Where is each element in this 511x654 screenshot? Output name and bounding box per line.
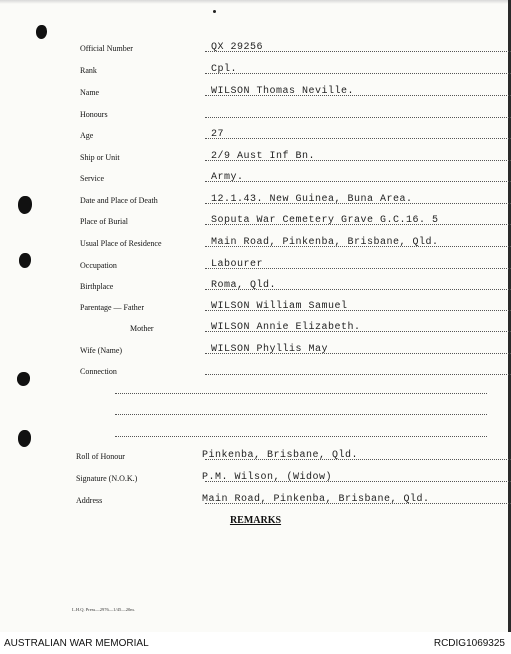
field-underline <box>205 117 511 118</box>
connection-blank-line <box>115 392 487 394</box>
field-value: WILSON Annie Elizabeth. <box>211 322 361 333</box>
field-value: 27 <box>211 129 225 140</box>
field-underline <box>205 374 511 375</box>
field-value: WILSON Phyllis May <box>211 344 329 355</box>
field-value: Cpl. <box>211 64 238 75</box>
field-value: Labourer <box>211 259 264 270</box>
field-label: Mother <box>130 324 154 333</box>
field-label: Ship or Unit <box>80 153 120 162</box>
field-label: Signature (N.O.K.) <box>76 474 138 483</box>
field-label: Place of Burial <box>80 217 128 226</box>
field-value: WILSON Thomas Neville. <box>211 86 355 97</box>
field-value: Pinkenba, Brisbane, Qld. <box>202 450 359 461</box>
field-underline <box>205 73 511 74</box>
punch-hole <box>19 253 31 268</box>
field-value: 12.1.43. New Guinea, Buna Area. <box>211 194 413 205</box>
field-value: 2/9 Aust Inf Bn. <box>211 151 316 162</box>
field-label: Usual Place of Residence <box>80 239 162 248</box>
punch-hole <box>36 25 47 39</box>
field-label: Official Number <box>80 44 133 53</box>
scan-edge-top <box>0 0 511 4</box>
field-label: Birthplace <box>80 282 114 291</box>
field-value: Soputa War Cemetery Grave G.C.16. 5 <box>211 215 439 226</box>
punch-hole <box>18 196 32 214</box>
field-label: Parentage — Father <box>80 303 144 312</box>
connection-blank-line <box>115 435 487 437</box>
field-value: Roma, Qld. <box>211 280 277 291</box>
field-underline <box>205 181 511 182</box>
field-label: Roll of Honour <box>76 452 125 461</box>
field-label: Rank <box>80 66 97 75</box>
field-label: Connection <box>80 367 117 376</box>
field-underline <box>205 138 511 139</box>
connection-blank-line <box>115 413 487 415</box>
field-value: Main Road, Pinkenba, Brisbane, Qld. <box>202 494 430 505</box>
field-value: WILSON William Samuel <box>211 301 348 312</box>
field-label: Address <box>76 496 103 505</box>
field-label: Service <box>80 174 104 183</box>
field-label: Occupation <box>80 261 117 270</box>
field-value: Main Road, Pinkenba, Brisbane, Qld. <box>211 237 439 248</box>
field-label: Wife (Name) <box>80 346 123 355</box>
archive-footer <box>0 632 511 654</box>
field-label: Name <box>80 88 100 97</box>
archive-name: AUSTRALIAN WAR MEMORIAL <box>4 638 149 649</box>
punch-hole <box>18 430 31 447</box>
field-value: QX 29256 <box>211 42 264 53</box>
field-value: P.M. Wilson, (Widow) <box>202 472 333 483</box>
field-label: Honours <box>80 110 108 119</box>
field-value: Army. <box>211 172 244 183</box>
remarks-heading: REMARKS <box>229 515 282 526</box>
record-id: RCDIG1069325 <box>433 638 505 649</box>
field-label: Date and Place of Death <box>80 196 158 205</box>
scan-mark <box>213 10 216 13</box>
punch-hole <box>17 372 30 386</box>
print-code: L.H.Q. Press—2976—1/45—20m. <box>72 607 135 612</box>
field-label: Age <box>80 131 94 140</box>
